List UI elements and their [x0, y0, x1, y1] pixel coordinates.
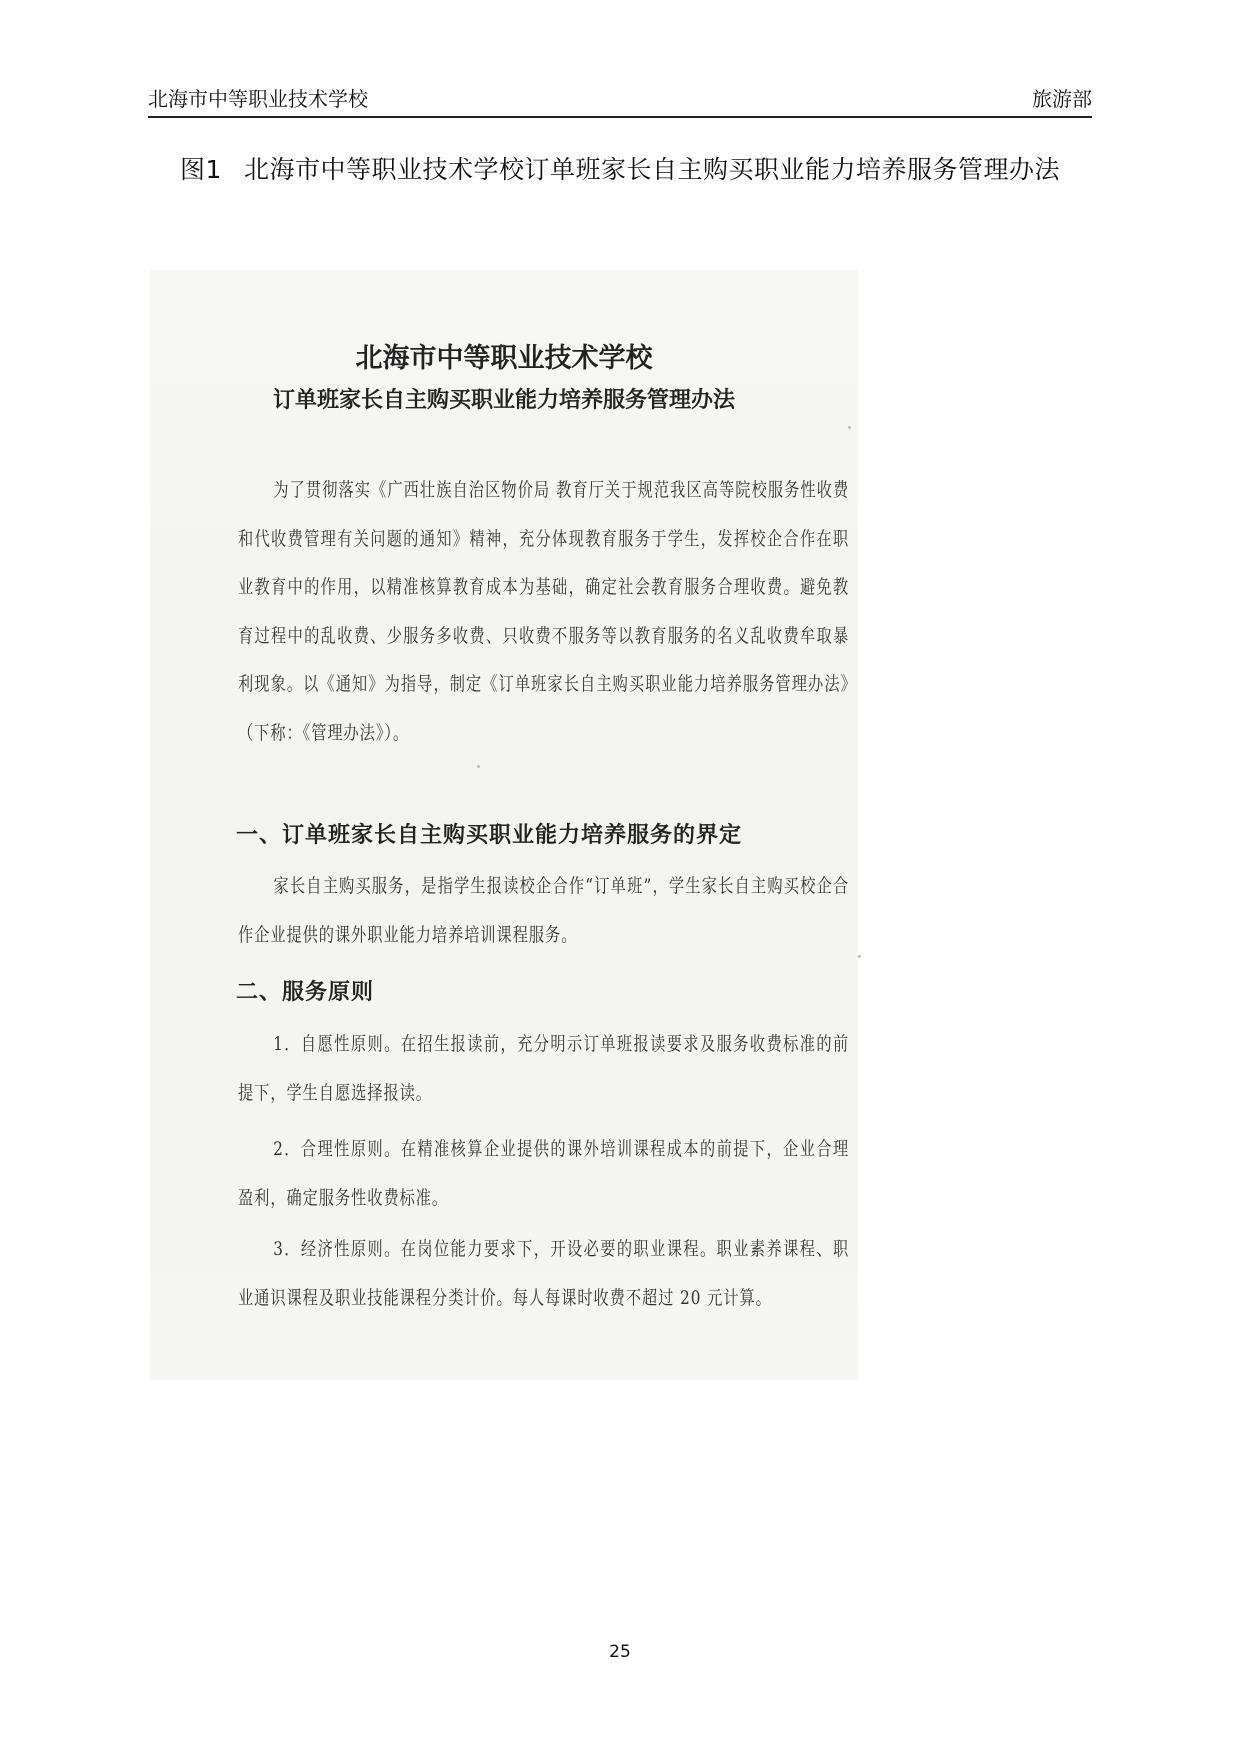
header-department: 旅游部: [1032, 87, 1092, 111]
page-number: 25: [609, 1642, 631, 1662]
scan-principle-text: 1．自愿性原则。在招生报读前，充分明示订单班报读要求及服务收费标准的前提下，学生自愿选择报读。: [238, 1033, 850, 1104]
scan-principle-text: 3．经济性原则。在岗位能力要求下，开设必要的职业课程。职业素养课程、职业通识课程及职业技能课程分类计价。每人每课时收费不超过 20 元计算。: [238, 1238, 850, 1309]
scan-intro-text: 为了贯彻落实《广西壮族自治区物价局 教育厅关于规范我区高等院校服务性收费和代收费管理有关问题的通知》精神，充分体现教育服务于学生，发挥校企合作在职业教育中的作用，以精准核算教育成本为基础，确定社会教育服务合理收费。避免教育过程中的乱收费、少服务多收费、只收费不服务等以教育服务的名义乱收费牟取暴利现象。以《通知》为指导，制定《订单班家长自主购买职业能力培养服务管理办法》（下称：《管理办法》）。: [238, 479, 850, 744]
scan-principle-item: [238, 1125, 849, 1222]
figure-label: 图1: [180, 155, 222, 184]
scan-speck: [848, 426, 851, 429]
scan-section2-heading: 二、服务原则: [236, 979, 375, 1005]
figure-caption: [0, 150, 1240, 186]
scan-intro-paragraph: [238, 466, 849, 757]
scan-principle-item: [238, 1225, 849, 1322]
header-school-name: 北海市中等职业技术学校: [148, 87, 368, 111]
scan-title-regulation: 订单班家长自主购买职业能力培养服务管理办法: [272, 387, 735, 413]
scan-section1-heading: 一、订单班家长自主购买职业能力培养服务的界定: [236, 822, 743, 848]
page-header: [148, 86, 1092, 118]
scan-section1-paragraph: [238, 862, 849, 959]
scanned-document-image: [150, 270, 858, 1380]
figure-caption-text: 北海市中等职业技术学校订单班家长自主购买职业能力培养服务管理办法: [243, 155, 1060, 184]
scan-title-school: 北海市中等职业技术学校: [355, 343, 653, 374]
scan-principle-item: [238, 1020, 849, 1117]
scan-speck: [858, 955, 861, 958]
scan-section1-text: 家长自主购买服务，是指学生报读校企合作“订单班”，学生家长自主购买校企合作企业提供的课外职业能力培养培训课程服务。: [238, 875, 850, 946]
scan-principle-text: 2．合理性原则。在精准核算企业提供的课外培训课程成本的前提下，企业合理盈利，确定服务性收费标准。: [238, 1138, 850, 1209]
scan-speck: [477, 765, 480, 768]
